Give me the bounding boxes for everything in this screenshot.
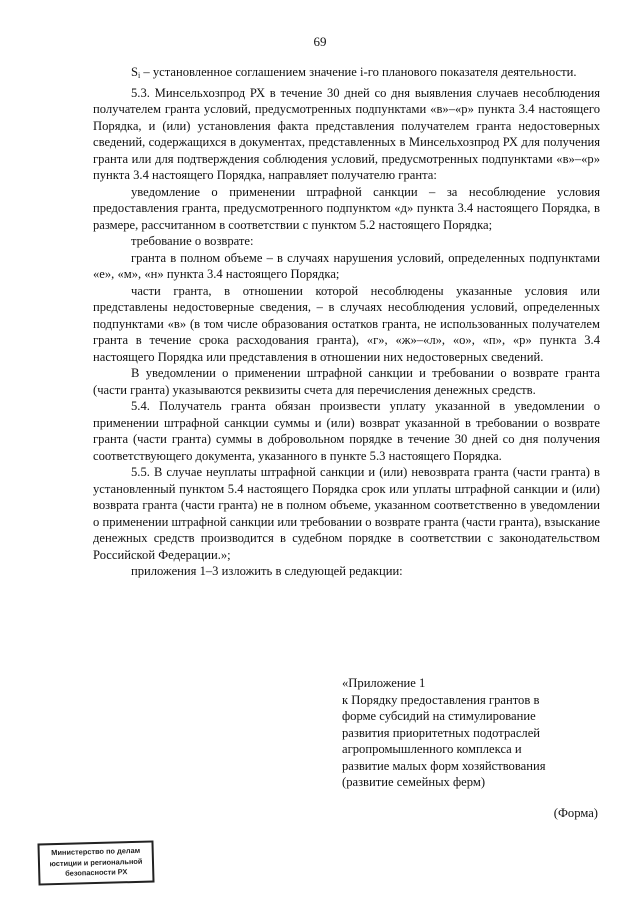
paragraph-partial-grant: части гранта, в отношении которой несоблюдены указанные условия или представлены недостоверные сведения, – в случаях несоблюдения условий, определенных подпунктами «в» (в том числе образования остатков гранта, не использованных получателем гранта в течение срока расходования гранта), «г», «ж»–«л», «о», «п», «р» пункта 3.4 настоящего Порядка или представления в отношении них недостоверных сведений. bbox=[93, 283, 600, 364]
appendix-line: агропромышленного комплекса и bbox=[342, 742, 522, 756]
paragraph-full-grant: гранта в полном объеме – в случаях нарушения условий, определенных подпунктами «е», «м», «н» пункта 3.4 настоящего Порядка; bbox=[93, 250, 600, 281]
appendix-line: форме субсидий на стимулирование bbox=[342, 709, 536, 723]
appendix-title: «Приложение 1 bbox=[342, 676, 426, 690]
stamp-line: безопасности РХ bbox=[65, 867, 128, 878]
appendix-line: развития приоритетных подотраслей bbox=[342, 725, 541, 740]
paragraph-demand: требование о возврате: bbox=[131, 234, 254, 248]
appendix-line: к Порядку предоставления грантов в bbox=[342, 692, 540, 707]
paragraph-requisites: В уведомлении о применении штрафной санкции и требовании о возврате гранта (части гранта) указываются реквизиты счета для перечисления денежных средств. bbox=[93, 366, 600, 397]
page-number: 69 bbox=[313, 34, 327, 49]
form-label: (Форма) bbox=[553, 806, 598, 820]
symbol-subscript: i bbox=[138, 71, 141, 80]
body-text bbox=[93, 64, 600, 580]
appendix-header bbox=[342, 675, 602, 791]
paragraph-5-4: 5.4. Получатель гранта обязан произвести уплату указанной в уведомлении о применении штрафной санкции суммы и (или) возврат указанной в требовании о возврате гранта (части гранта) суммы в добровольном порядке в течение 30 дней со дня получения соответствующего документа, указанного в пункте 5.3 настоящего Порядка. bbox=[93, 399, 600, 463]
paragraph-5-5: 5.5. В случае неуплаты штрафной санкции и (или) невозврата гранта (части гранта) в установленный пунктом 5.4 настоящего Порядка срок или уплаты штрафной санкции и (или) возврата гранта (части гранта) не в полном объеме, указанном соответственно в уведомлении о применении штрафной санкции или требовании о возврате гранта (части гранта), взыскание денежных средств производится в судебном порядке в соответствии с законодательством Российской Федерации.»; bbox=[93, 465, 600, 562]
paragraph-appendices: приложения 1–3 изложить в следующей редакции: bbox=[131, 564, 403, 578]
paragraph-notice: уведомление о применении штрафной санкции – за несоблюдение условия предоставления гранта, предусмотренного подпунктом «д» пункта 3.4 настоящего Порядка, в размере, рассчитанном в соответствии с пунктом 5.2 настоящего Порядка; bbox=[93, 184, 600, 232]
stamp-line: Министерство по делам bbox=[51, 845, 141, 858]
paragraph-5-3: 5.3. Минсельхозпрод РХ в течение 30 дней со дня выявления случаев несоблюдения получателем гранта условий, предусмотренных подпунктами «в»–«р» пункта 3.4 настоящего Порядка, и (или) установления факта представления получателем гранта недостоверных сведений, содержащихся в документах, представленных в Минсельхозпрод РХ для получения гранта или для подтверждения соблюдения условий, предусмотренных подпунктами «в»–«р» пункта 3.4 настоящего Порядка, направляет получателю гранта: bbox=[93, 85, 600, 182]
intro-paragraph bbox=[93, 64, 600, 85]
appendix-line: развитие малых форм хозяйствования bbox=[342, 758, 546, 773]
appendix-line: (развитие семейных ферм) bbox=[342, 775, 486, 789]
ministry-stamp bbox=[37, 840, 154, 885]
symbol: S bbox=[131, 65, 139, 79]
intro-text: – установленное соглашением значение i-го планового показателя деятельности. bbox=[140, 65, 577, 79]
stamp-line: юстиции и региональной bbox=[49, 856, 143, 868]
